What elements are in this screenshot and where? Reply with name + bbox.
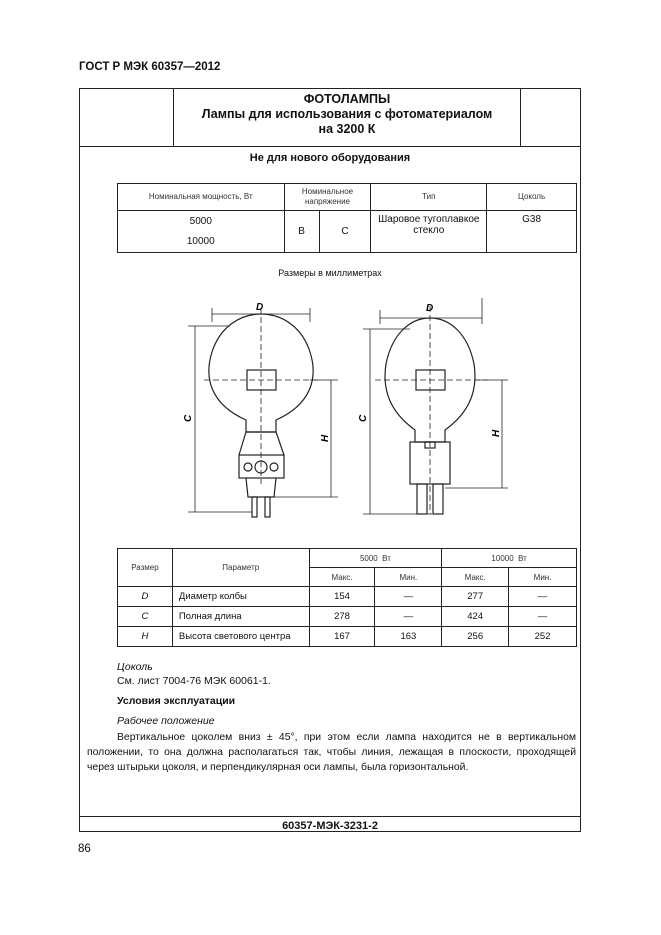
title-line-3: на 3200 К <box>318 122 376 136</box>
row-min2: — <box>509 607 577 627</box>
operating-subtitle: Рабочее положение <box>117 715 215 727</box>
row-param: Высота светового центра <box>172 627 309 647</box>
label-d-2: D <box>426 303 434 314</box>
row-max1: 154 <box>309 587 375 607</box>
title-line-2: Лампы для использования с фотоматериалом <box>201 107 493 121</box>
table-row <box>118 627 577 647</box>
row-param: Диаметр колбы <box>172 587 309 607</box>
label-h-1: H <box>320 434 331 442</box>
label-c-1: C <box>183 414 194 422</box>
power-5000: 5000 <box>189 215 212 227</box>
dim-header-min-1: Мин. <box>375 568 442 587</box>
title-block <box>174 88 521 147</box>
lamp-table <box>117 183 577 253</box>
voltage-b: С <box>319 211 371 253</box>
operating-title: Условия эксплуатации <box>117 695 236 707</box>
dim-header-max-1: Макс. <box>309 568 375 587</box>
label-h-2: H <box>491 429 502 437</box>
lamp-5000-outline <box>204 308 318 517</box>
row-size: C <box>118 607 173 627</box>
row-max1: 278 <box>309 607 375 627</box>
dimensions-note: Размеры в миллиметрах <box>278 268 382 278</box>
dim-header-size: Размер <box>118 549 173 587</box>
dimensions-table <box>117 548 577 647</box>
sheet-number: 60357-МЭК-3231-2 <box>282 820 378 832</box>
header-voltage <box>284 184 371 211</box>
header-voltage-line2: напряжение <box>304 197 350 206</box>
row-max2: 424 <box>442 607 509 627</box>
header-type: Тип <box>371 184 487 211</box>
socket-cell: G38 <box>487 211 577 253</box>
row-size: D <box>118 587 173 607</box>
table-row <box>118 607 577 627</box>
title-left-cell <box>79 88 174 147</box>
power-10000: 10000 <box>186 235 215 247</box>
label-c-2: C <box>358 414 369 422</box>
row-min2: 252 <box>509 627 577 647</box>
dim-header-10000: 10000 Вт <box>442 549 577 568</box>
row-max2: 277 <box>442 587 509 607</box>
header-voltage-line1: Номинальное <box>301 187 354 196</box>
section-subtitle: Не для нового оборудования <box>249 152 411 164</box>
row-min1: 163 <box>375 627 442 647</box>
row-max1: 167 <box>309 627 375 647</box>
socket-title: Цоколь <box>117 661 153 673</box>
row-max2: 256 <box>442 627 509 647</box>
voltage-a: В <box>284 211 319 253</box>
title-line-1: ФОТОЛАМПЫ <box>303 92 391 106</box>
lamp-drawing <box>170 292 510 528</box>
dim-header-param: Параметр <box>172 549 309 587</box>
operating-text: Вертикальное цоколем вниз ± 45°, при этом если лампа находится не в вертикальном положении, то она должна располагаться так, чтобы линия, лежащая в плоскости, проходящей через штырьки цоколя, и перпендикулярная оси лампы, была горизонтальной. <box>87 732 576 773</box>
header-power: Номинальная мощность, Вт <box>118 184 285 211</box>
type-line2: стекло <box>413 225 445 236</box>
dim-header-5000: 5000 Вт <box>309 549 442 568</box>
header-socket: Цоколь <box>487 184 577 211</box>
label-d-1: D <box>256 302 264 313</box>
row-size: H <box>118 627 173 647</box>
table-row <box>118 587 577 607</box>
page-number: 86 <box>78 843 91 855</box>
power-cell <box>118 211 285 253</box>
lamp-10000-outline <box>375 306 488 514</box>
dim-header-max-2: Макс. <box>442 568 509 587</box>
dim-header-min-2: Мин. <box>509 568 577 587</box>
row-min1: — <box>375 587 442 607</box>
row-min1: — <box>375 607 442 627</box>
socket-text: См. лист 7004-76 МЭК 60061-1. <box>117 675 271 687</box>
type-cell <box>371 211 487 253</box>
footer-divider <box>79 816 581 817</box>
type-line1: Шаровое тугоплавкое <box>378 214 480 225</box>
row-min2: — <box>509 587 577 607</box>
standard-header: ГОСТ Р МЭК 60357—2012 <box>79 61 221 73</box>
title-right-cell <box>521 88 580 147</box>
row-param: Полная длина <box>172 607 309 627</box>
